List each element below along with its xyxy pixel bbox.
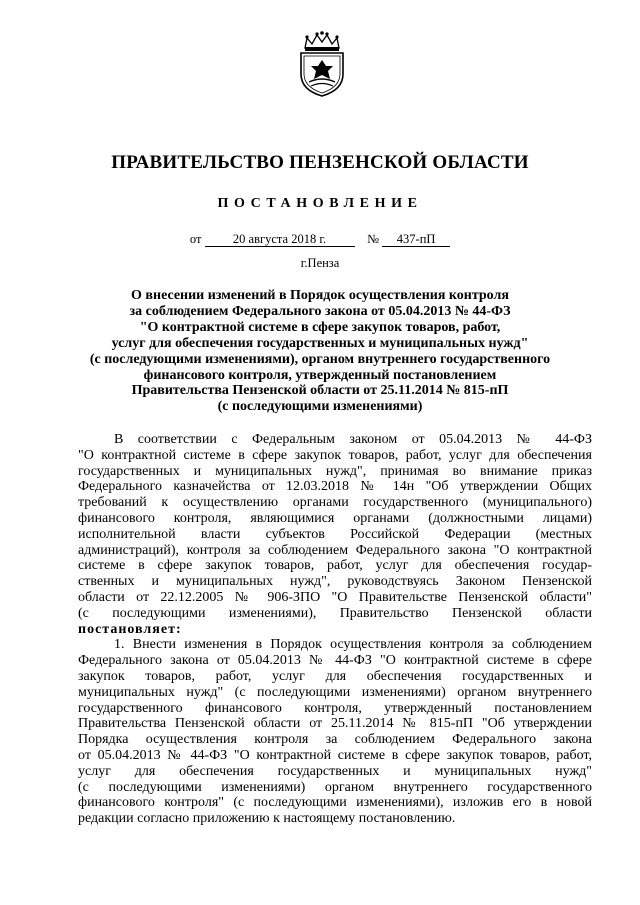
body-line: области от 22.12.2005 № 906-ЗПО "О Правительстве Пензенской области" <box>78 589 592 605</box>
body-line: Федерального закона от 05.04.2013 № 44-ФЗ "О контрактной системе в сфере <box>78 653 592 669</box>
body-line-resolves: постановляет: <box>78 621 182 637</box>
title-line: услуг для обеспечения государственных и муниципальных нужд" <box>111 335 529 351</box>
body-line: государственного финансового контроля, утвержденный постановлением <box>78 700 592 716</box>
body-line: В соответствии с Федеральным законом от 05.04.2013 № 44-ФЗ <box>114 432 592 447</box>
title-line: "О контрактной системе в сфере закупок товаров, работ, <box>139 319 501 335</box>
body-line: системе в сфере закупок товаров, работ, услуг для обеспечения государ- <box>78 558 592 574</box>
authority-title: ПРАВИТЕЛЬСТВО ПЕНЗЕНСКОЙ ОБЛАСТИ <box>111 152 529 173</box>
document-body <box>78 432 592 827</box>
date-number-line <box>0 232 640 247</box>
title-line: Правительства Пензенской области от 25.11.2014 № 815-пП <box>131 383 509 399</box>
city: г.Пенза <box>300 256 340 270</box>
body-line: финансового контроля" (с последующими изменениями), изложив его в новой <box>78 795 592 811</box>
body-line: закупок товаров, работ, услуг для обеспечения государственных и <box>78 668 592 684</box>
body-line: государственных и муниципальных нужд", принимая во внимание приказ <box>78 463 592 479</box>
body-line: Федерального казначейства от 12.03.2018 № 14н "Об утверждении Общих <box>78 479 592 495</box>
body-line: от 05.04.2013 № 44-ФЗ "О контрактной системе в сфере закупок товаров, работ, <box>78 747 592 763</box>
title-line: (с последующими изменениями), органом внутреннего государственного <box>89 351 551 367</box>
body-line: редакции согласно приложению к настоящему постановлению. <box>78 811 456 827</box>
body-line: требований к осуществлению органами государственного (муниципального) <box>78 495 592 511</box>
title-line: О внесении изменений в Порядок осуществления контроля <box>131 288 509 303</box>
body-line: Правительства Пензенской области от 25.11.2014 № 815-пП "Об утверждении <box>78 716 592 732</box>
date-prefix: от <box>189 232 202 246</box>
body-line: муниципальных нужд" (с последующими изменениями) органом внутреннего <box>78 684 592 700</box>
title-line: финансового контроля, утвержденный постановлением <box>143 367 497 383</box>
document-number: 437-пП <box>382 233 450 247</box>
body-line: финансового контроля, являющимися органами (должностными лицами) <box>78 510 592 526</box>
coat-of-arms-icon <box>295 30 349 98</box>
title-line: за соблюдением Федерального закона от 05.04.2013 № 44-ФЗ <box>129 303 511 319</box>
body-line: исполнительной власти субъектов Российской Федерации (местных <box>78 526 592 542</box>
title-line: (с последующими изменениями) <box>217 399 423 415</box>
body-line: Порядка осуществления контроля за соблюдением Федерального закона <box>78 732 592 748</box>
body-line: (с последующими изменениями) органом внутреннего государственного <box>78 779 592 795</box>
body-line: услуг для обеспечения государственных и муниципальных нужд" <box>78 763 592 779</box>
body-line: "О контрактной системе в сфере закупок товаров, работ, услуг для обеспечения <box>78 447 592 463</box>
number-prefix: № <box>367 232 379 246</box>
document-date: 20 августа 2018 г. <box>205 233 355 247</box>
body-line: администраций), контроля за соблюдением Федерального закона "О контрактной <box>78 542 592 558</box>
body-line: ственных и муниципальных нужд", руководствуясь Законом Пензенской <box>78 574 592 590</box>
body-line: (с последующими изменениями), Правительство Пензенской области <box>78 605 592 621</box>
body-line: 1. Внести изменения в Порядок осуществления контроля за соблюдением <box>114 637 592 653</box>
document-type: ПОСТАНОВЛЕНИЕ <box>217 196 423 211</box>
document-title <box>60 288 580 415</box>
